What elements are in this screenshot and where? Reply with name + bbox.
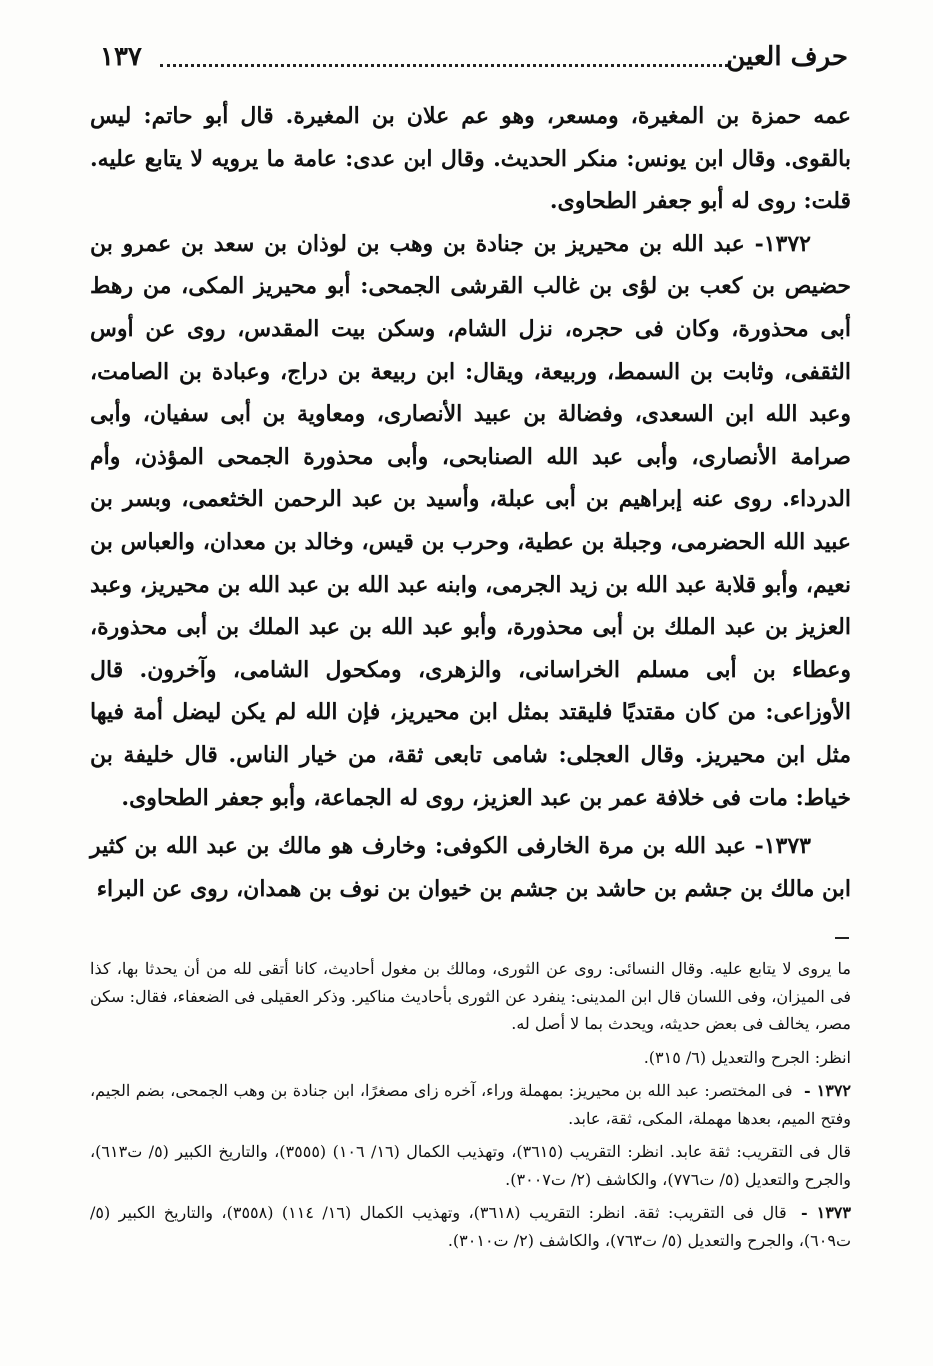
footnote-text: قال فى التقريب: ثقة عابد. انظر: التقريب (٣٦١٥)، وتهذيب الكمال (١٦/ ١٠٦) (٣٥٥٥)، والتاريخ الكبير (٥/ ت٦١٣)، والجرح والتعديل (٥/ ت٧٧٦)، والكاشف (٢/ ت٣٠٠٧). bbox=[90, 1142, 851, 1189]
footnote-text: انظر: الجرح والتعديل (٦/ ٣١٥). bbox=[643, 1047, 851, 1067]
footnote bbox=[90, 1138, 851, 1193]
footnote-1373 bbox=[90, 1199, 851, 1254]
page-number: ١٣٧ bbox=[100, 42, 142, 72]
footnote bbox=[90, 955, 851, 1038]
header-dotted-leader bbox=[160, 64, 728, 67]
chapter-title: حرف العين bbox=[718, 42, 848, 72]
footnote-text: قال فى التقريب: ثقة. انظر: التقريب (٣٦١٨)، وتهذيب الكمال (١٦/ ١١٤) (٣٥٥٨)، والتاريخ الكبير (٥/ ت٦٠٩)، والجرح والتعديل (٥/ ت٧٦٣)، والكاشف (٢/ ت٣٠١٠). bbox=[90, 1203, 851, 1250]
footnote-number: ١٣٧٣ - bbox=[801, 1203, 851, 1222]
footnote-separator bbox=[835, 937, 849, 942]
footnotes bbox=[90, 955, 851, 1260]
entry-1372: ١٣٧٢- عبد الله بن محيريز بن جنادة بن وهب بن لوذان بن سعد بن عمرو بن حضيص بن كعب بن لؤى بن غالب القرشى الجمحى: أبو محيريز المكى، من رهط أبى محذورة، وكان فى حجره، نزل الشام، وسكن بيت المقدس، روى عن أوس الثقفى، وثابت بن السمط، وربيعة، ويقال: ابن ربيعة بن دراج، وعبادة بن الصامت، وعبد الله ابن السعدى، وفضالة بن عبيد الأنصارى، ومعاوية بن أبى سفيان، وأبى صرامة الأنصارى، وأبى عبد الله الصنابحى، وأبى محذورة الجمحى المؤذن، وأم الدرداء. روى عنه إبراهيم بن أبى عبلة، وأسيد بن عبد الرحمن الخثعمى، وبسر بن عبيد الله الحضرمى، وجبلة بن عطية، وحرب بن قيس، وخالد بن معدان، والعباس بن نعيم، وأبو قلابة عبد الله بن زيد الجرمى، وابنه عبد الله بن عبد الله بن محيريز، وعبد العزيز بن عبد الملك بن أبى محذورة، وأبو عبد الله بن عبد الملك بن أبى محذورة، وعطاء بن أبى مسلم الخراسانى، والزهرى، ومكحول الشامى، وآخرون. قال الأوزاعى: من كان مقتديًا فليقتد بمثل ابن محيريز، فإن الله لم يكن ليضل أمة فيها مثل ابن محيريز. وقال العجلى: شامى تابعى ثقة، من خيار الناس. قال خليفة بن خياط: مات فى خلافة عمر بن عبد العزيز، روى له الجماعة، وأبو جعفر الطحاوى. bbox=[90, 230, 851, 811]
footnote-text: فى المختصر: عبد الله بن محيريز: بمهملة وراء، آخره زاى مصغرًا، ابن جنادة بن وهب الجمحى، بضم الجيم، وفتح الميم، بعدها مهملة، المكى، ثقة، عابد. bbox=[90, 1081, 851, 1128]
footnote-text: ما يروى لا يتابع عليه. وقال النسائى: روى عن الثورى، ومالك بن مغول أحاديث، كانا أتقى لله من أن يحدثا بها، كذا فى الميزان، وفى اللسان قال ابن المدينى: ينفرد عن الثورى بأحاديث مناكير. وذكر العقيلى فى الضعفاء، فقال: سكن مصر، يخالف فى بعض حديثه، ويحدث بما لا أصل له. bbox=[90, 959, 852, 1033]
main-text bbox=[90, 95, 851, 910]
footnote bbox=[90, 1044, 851, 1072]
footnote-1372 bbox=[90, 1077, 851, 1132]
footnote-number: ١٣٧٢ - bbox=[804, 1081, 851, 1100]
page-header bbox=[100, 38, 848, 84]
paragraph-continuation: عمه حمزة بن المغيرة، ومسعر، وهو عم علان بن المغيرة. قال أبو حاتم: ليس بالقوى. وقال ابن يونس: منكر الحديث. وقال ابن عدى: عامة ما يرويه لا يتابع عليه. قلت: روى له أبو جعفر الطحاوى. bbox=[90, 103, 851, 215]
entry-1373: ١٣٧٣- عبد الله بن مرة الخارفى الكوفى: وخارف هو مالك بن عبد الله بن كثير ابن مالك بن جشم بن حاشد بن جشم بن خيوان بن نوف بن همدان، روى عن البراء bbox=[90, 833, 851, 902]
